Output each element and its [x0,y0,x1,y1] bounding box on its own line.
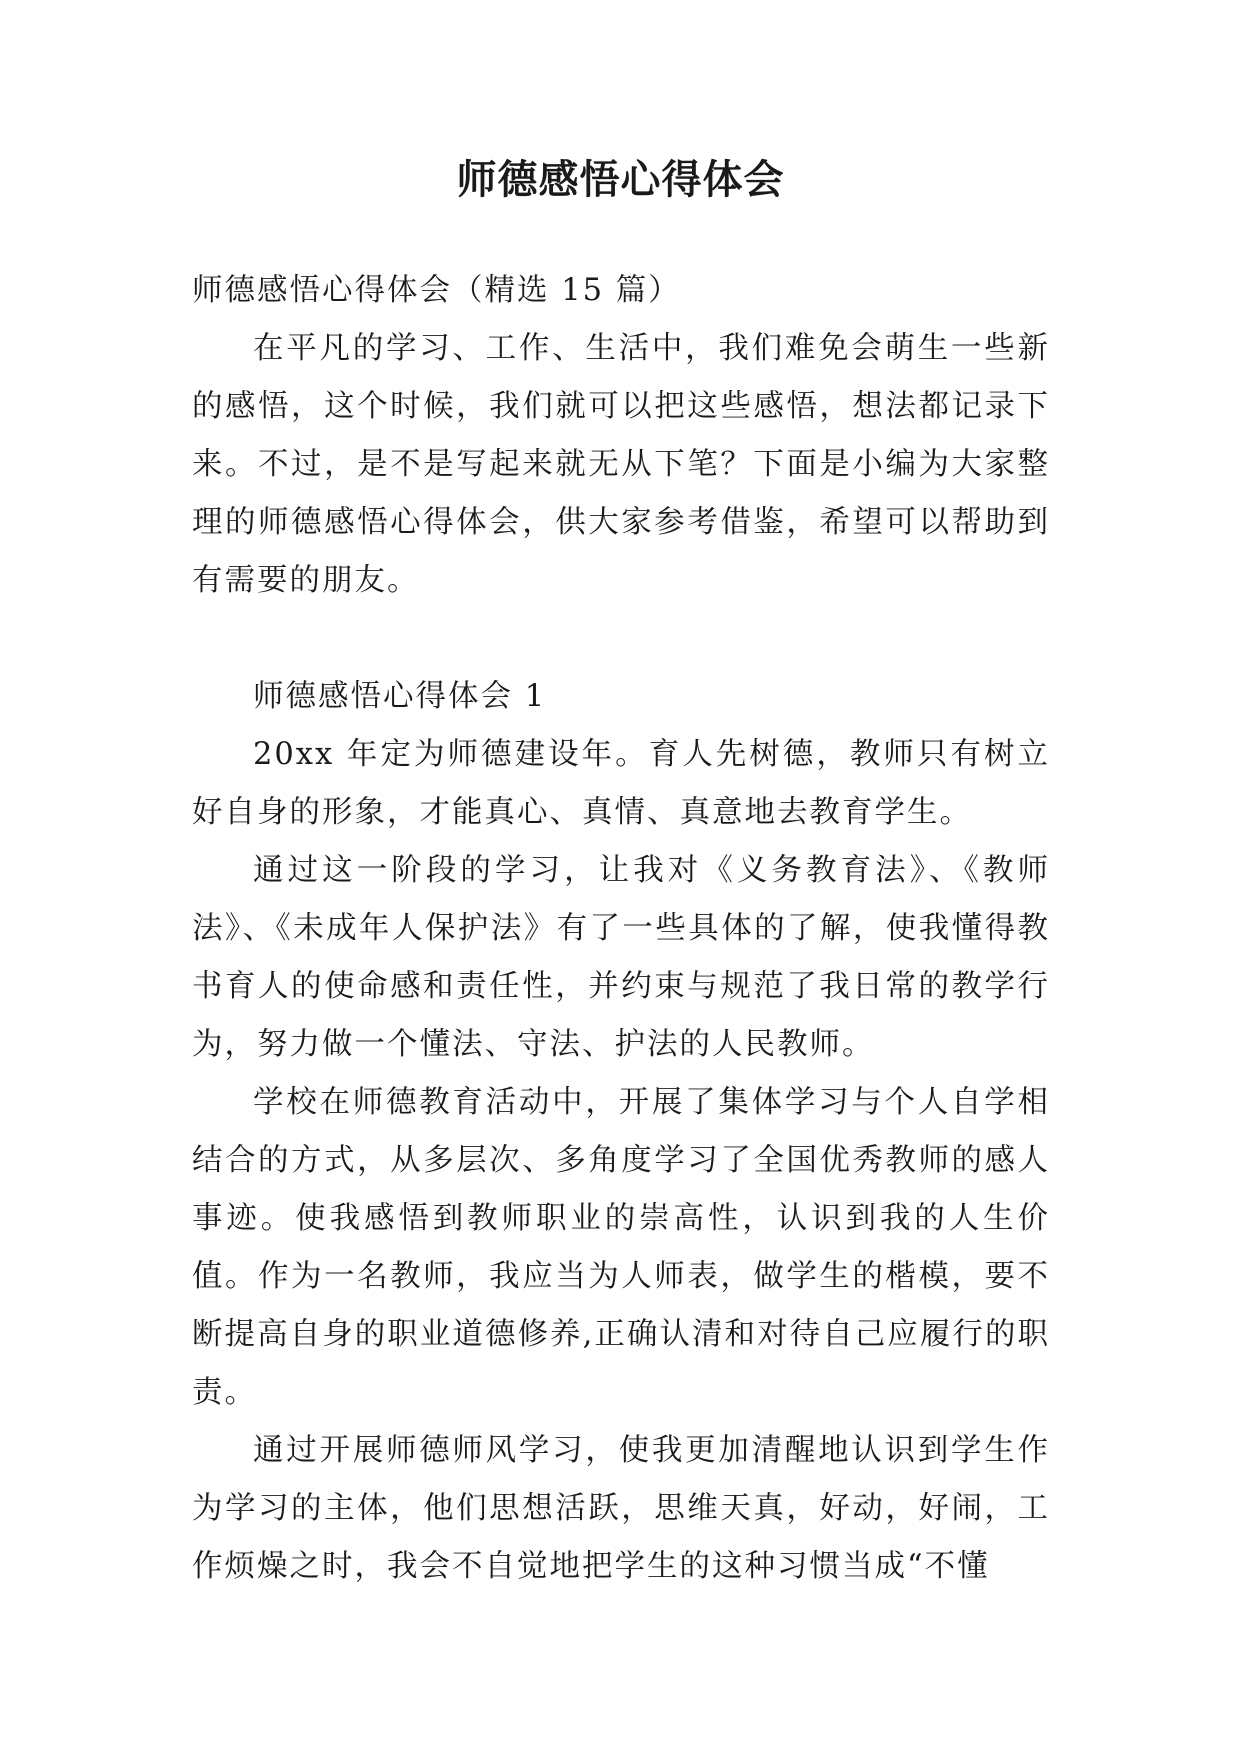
intro-paragraph: 在平凡的学习、工作、生活中，我们难免会萌生一些新的感悟，这个时候，我们就可以把这些感悟，想法都记录下来。不过，是不是写起来就无从下笔？下面是小编为大家整理的师德感悟心得体会，供大家参考借鉴，希望可以帮助到有需要的朋友。 [192,331,1050,598]
body-paragraph: 20xx 年定为师德建设年。育人先树德，教师只有树立好自身的形象，才能真心、真情、真意地去教育学生。 [192,737,1050,830]
document-subtitle: 师德感悟心得体会（精选 15 篇） [192,273,681,308]
body-paragraph: 学校在师德教育活动中，开展了集体学习与个人自学相结合的方式，从多层次、多角度学习了全国优秀教师的感人事迹。使我感悟到教师职业的崇高性，认识到我的人生价值。作为一名教师，我应当为人师表，做学生的楷模，要不断提高自身的职业道德修养,正确认清和对待自己应履行的职责。 [192,1085,1050,1410]
body-paragraph: 通过这一阶段的学习，让我对《义务教育法》、《教师法》、《未成年人保护法》有了一些具体的了解，使我懂得教书育人的使命感和责任性，并约束与规范了我日常的教学行为，努力做一个懂法、守法、护法的人民教师。 [192,853,1050,1062]
document-body [192,262,1050,1596]
body-paragraph: 通过开展师德师风学习，使我更加清醒地认识到学生作为学习的主体，他们思想活跃，思维天真，好动，好闹，工作烦燥之时，我会不自觉地把学生的这种习惯当成“不懂 [192,1433,1050,1584]
section-heading: 师德感悟心得体会 1 [253,679,547,714]
document-title: 师德感悟心得体会 [456,157,785,203]
